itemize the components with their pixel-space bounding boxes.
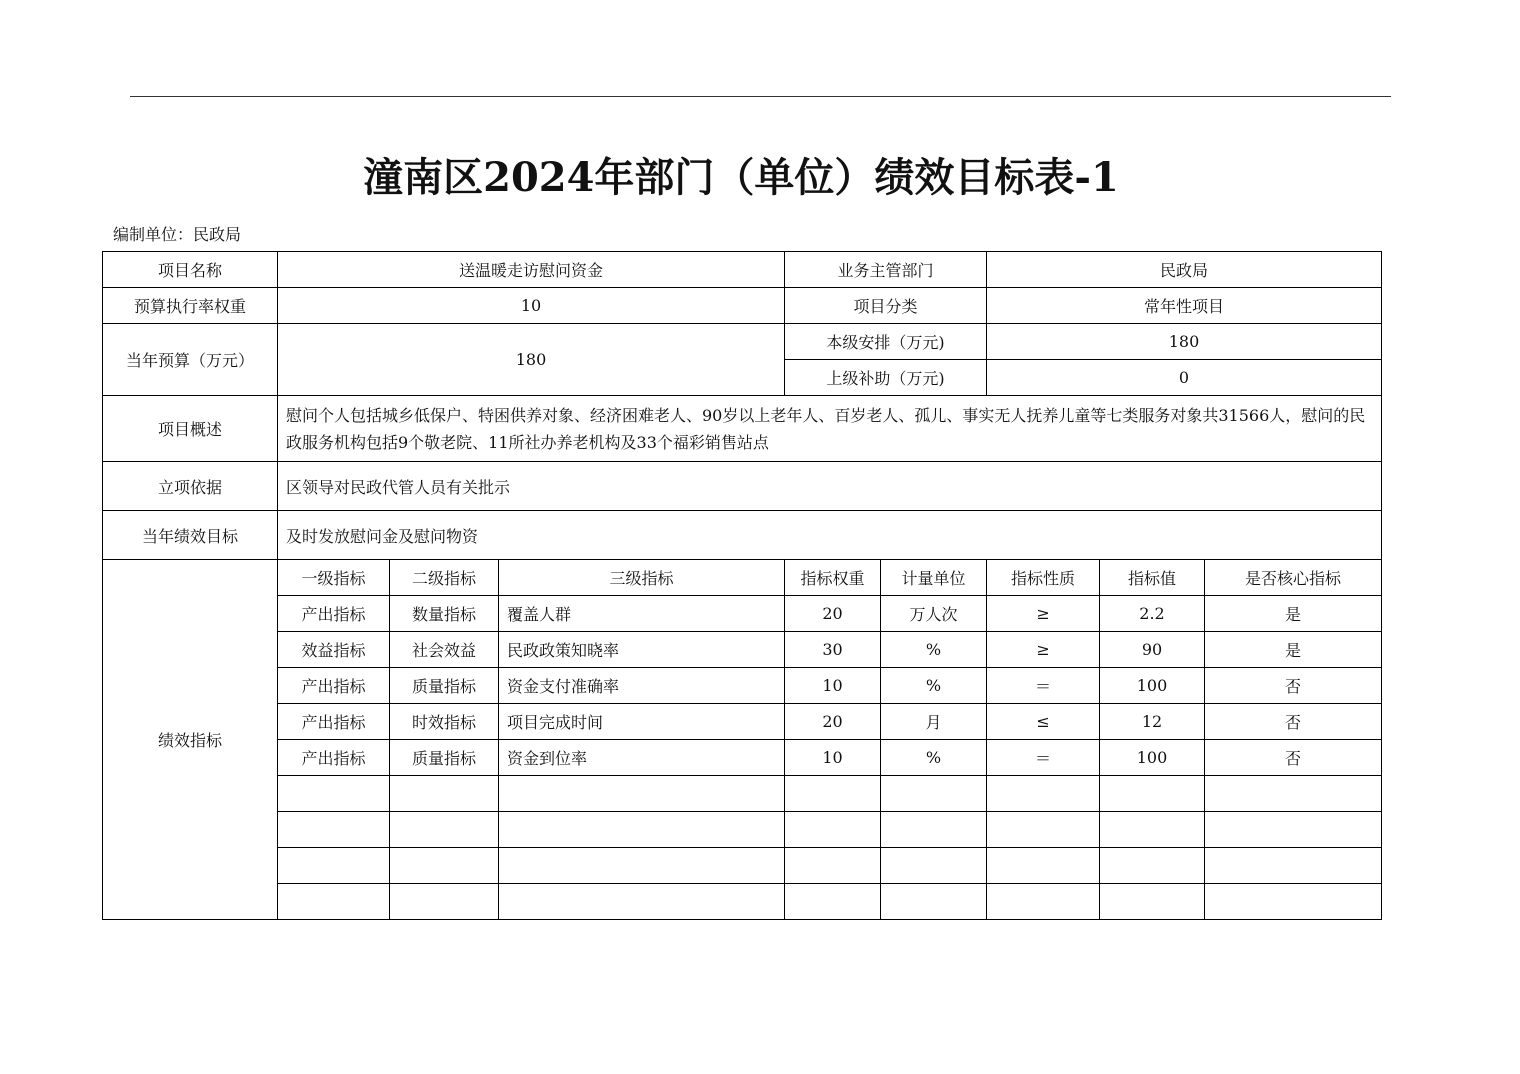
empty-cell — [278, 848, 390, 884]
header-nature: 指标性质 — [987, 560, 1100, 596]
unit-cell: % — [881, 632, 987, 668]
nature-cell: ≥ — [987, 632, 1100, 668]
empty-cell — [881, 884, 987, 920]
empty-cell — [1205, 884, 1382, 920]
indicator-row — [103, 668, 1382, 704]
core-cell: 否 — [1205, 704, 1382, 740]
level1-cell: 产出指标 — [278, 596, 390, 632]
weight-cell: 20 — [785, 704, 881, 740]
value-cell: 12 — [1100, 704, 1205, 740]
header-level1: 一级指标 — [278, 560, 390, 596]
indicator-row — [103, 632, 1382, 668]
row-overview — [103, 396, 1382, 462]
empty-indicator-row — [103, 812, 1382, 848]
indicator-header-row — [103, 560, 1382, 596]
row-goal — [103, 511, 1382, 560]
level2-cell: 质量指标 — [390, 668, 499, 704]
empty-cell — [278, 812, 390, 848]
empty-cell — [1205, 776, 1382, 812]
empty-cell — [987, 848, 1100, 884]
empty-cell — [499, 776, 785, 812]
level3-cell: 资金支付准确率 — [499, 668, 785, 704]
empty-indicator-row — [103, 884, 1382, 920]
level3-cell: 民政政策知晓率 — [499, 632, 785, 668]
empty-cell — [881, 776, 987, 812]
unit-cell: 月 — [881, 704, 987, 740]
indicator-row — [103, 704, 1382, 740]
empty-indicator-row — [103, 848, 1382, 884]
header-rule — [130, 96, 1391, 97]
empty-cell — [881, 848, 987, 884]
dept-value: 民政局 — [987, 252, 1382, 288]
empty-cell — [881, 812, 987, 848]
project-name-value: 送温暖走访慰问资金 — [278, 252, 785, 288]
level3-cell: 资金到位率 — [499, 740, 785, 776]
level2-cell: 数量指标 — [390, 596, 499, 632]
dept-label: 业务主管部门 — [785, 252, 987, 288]
empty-cell — [499, 884, 785, 920]
empty-cell — [499, 848, 785, 884]
page-title: 潼南区2024年部门（单位）绩效目标表-1 — [363, 154, 1119, 201]
empty-cell — [987, 812, 1100, 848]
empty-cell — [785, 848, 881, 884]
value-cell: 100 — [1100, 668, 1205, 704]
level1-cell: 产出指标 — [278, 740, 390, 776]
budget-rate-label: 预算执行率权重 — [103, 288, 278, 324]
overview-label: 项目概述 — [103, 396, 278, 462]
empty-cell — [987, 884, 1100, 920]
goal-label: 当年绩效目标 — [103, 511, 278, 560]
header-weight: 指标权重 — [785, 560, 881, 596]
row-project-name — [103, 252, 1382, 288]
empty-cell — [499, 812, 785, 848]
empty-cell — [785, 812, 881, 848]
empty-cell — [785, 884, 881, 920]
nature-cell: ＝ — [987, 740, 1100, 776]
level3-cell: 覆盖人群 — [499, 596, 785, 632]
header-level3: 三级指标 — [499, 560, 785, 596]
value-cell: 90 — [1100, 632, 1205, 668]
empty-cell — [1205, 848, 1382, 884]
header-value: 指标值 — [1100, 560, 1205, 596]
empty-cell — [1100, 776, 1205, 812]
unit-cell: % — [881, 740, 987, 776]
weight-cell: 30 — [785, 632, 881, 668]
nature-cell: ≤ — [987, 704, 1100, 740]
basis-text: 区领导对民政代管人员有关批示 — [278, 462, 1382, 511]
empty-cell — [1100, 884, 1205, 920]
level2-cell: 质量指标 — [390, 740, 499, 776]
empty-cell — [278, 776, 390, 812]
category-label: 项目分类 — [785, 288, 987, 324]
goal-text: 及时发放慰问金及慰问物资 — [278, 511, 1382, 560]
nature-cell: ≥ — [987, 596, 1100, 632]
core-cell: 是 — [1205, 632, 1382, 668]
header-unit: 计量单位 — [881, 560, 987, 596]
core-cell: 否 — [1205, 668, 1382, 704]
level2-cell: 社会效益 — [390, 632, 499, 668]
indicator-row — [103, 740, 1382, 776]
empty-cell — [1100, 848, 1205, 884]
indicator-row — [103, 596, 1382, 632]
empty-cell — [987, 776, 1100, 812]
unit-cell: 万人次 — [881, 596, 987, 632]
core-cell: 是 — [1205, 596, 1382, 632]
weight-cell: 10 — [785, 668, 881, 704]
row-annual-budget — [103, 324, 1382, 360]
level1-cell: 产出指标 — [278, 668, 390, 704]
level1-cell: 产出指标 — [278, 704, 390, 740]
annual-budget-label: 当年预算（万元） — [103, 324, 278, 396]
project-name-label: 项目名称 — [103, 252, 278, 288]
superior-label: 上级补助（万元) — [785, 360, 987, 396]
empty-cell — [390, 848, 499, 884]
local-value: 180 — [987, 324, 1382, 360]
basis-label: 立项依据 — [103, 462, 278, 511]
superior-value: 0 — [987, 360, 1382, 396]
local-label: 本级安排（万元) — [785, 324, 987, 360]
empty-cell — [1100, 812, 1205, 848]
level1-cell: 效益指标 — [278, 632, 390, 668]
empty-cell — [278, 884, 390, 920]
compiling-unit: 编制单位：民政局 — [113, 225, 242, 244]
indicators-section-label: 绩效指标 — [103, 560, 278, 920]
core-cell: 否 — [1205, 740, 1382, 776]
empty-cell — [390, 884, 499, 920]
category-value: 常年性项目 — [987, 288, 1382, 324]
row-basis — [103, 462, 1382, 511]
header-core: 是否核心指标 — [1205, 560, 1382, 596]
performance-table — [102, 251, 1382, 920]
row-budget-rate — [103, 288, 1382, 324]
nature-cell: ＝ — [987, 668, 1100, 704]
level2-cell: 时效指标 — [390, 704, 499, 740]
weight-cell: 20 — [785, 596, 881, 632]
level3-cell: 项目完成时间 — [499, 704, 785, 740]
annual-budget-value: 180 — [278, 324, 785, 396]
value-cell: 100 — [1100, 740, 1205, 776]
overview-text: 慰问个人包括城乡低保户、特困供养对象、经济困难老人、90岁以上老年人、百岁老人、孤儿、事实无人抚养儿童等七类服务对象共31566人，慰问的民政服务机构包括9个敬老院、11所社办养老机构及33个福彩销售站点 — [278, 396, 1382, 462]
budget-rate-value: 10 — [278, 288, 785, 324]
header-level2: 二级指标 — [390, 560, 499, 596]
unit-cell: % — [881, 668, 987, 704]
empty-cell — [785, 776, 881, 812]
value-cell: 2.2 — [1100, 596, 1205, 632]
empty-cell — [390, 812, 499, 848]
empty-indicator-row — [103, 776, 1382, 812]
empty-cell — [390, 776, 499, 812]
empty-cell — [1205, 812, 1382, 848]
weight-cell: 10 — [785, 740, 881, 776]
